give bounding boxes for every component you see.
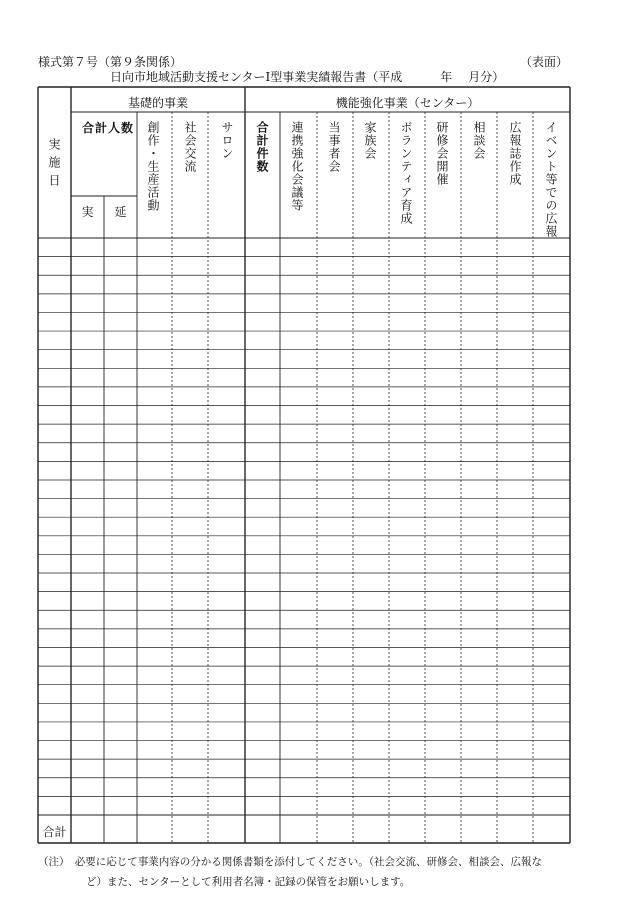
footnote-line-2: ど）また、センターとして利用者名簿・記録の保管をお願いします。 bbox=[86, 876, 411, 888]
form-number-label: 様式第７号（第９条関係） bbox=[38, 55, 183, 69]
total-persons-header: 合計人数 bbox=[81, 121, 134, 135]
basic-group-header: 基礎的事業 bbox=[127, 96, 188, 110]
total-row-label: 合計 bbox=[42, 825, 67, 839]
report-title-month: 月分） bbox=[468, 70, 505, 84]
cumulative-header: 延 bbox=[114, 205, 127, 219]
function-col-event-pr: イベント等での広報 bbox=[544, 121, 558, 238]
footnote-prefix: （注） bbox=[38, 856, 65, 868]
footnote bbox=[38, 852, 593, 892]
basic-col-social: 社会交流 bbox=[183, 121, 197, 173]
basic-col-creative: 創作・生産活動 bbox=[146, 121, 160, 212]
function-col-volunteer: ボランティア育成 bbox=[399, 121, 413, 225]
function-col-training: 研修会開催 bbox=[435, 121, 449, 186]
function-col-family: 家族会 bbox=[363, 121, 377, 160]
page-side-label: （表面） bbox=[520, 55, 569, 69]
report-title-main: 日向市地域活動支援センターⅠ型事業実績報告書（平成 bbox=[110, 70, 403, 84]
row-label-header: 実施日 bbox=[47, 138, 61, 192]
actual-header: 実 bbox=[81, 205, 94, 219]
function-col-liaison: 連携強化会議等 bbox=[290, 121, 304, 212]
function-group-header: 機能強化事業（センター） bbox=[335, 96, 480, 110]
basic-col-salon: サロン bbox=[220, 121, 234, 160]
function-col-self-help: 当事者会 bbox=[327, 121, 341, 173]
footnote-line-1: （注） 必要に応じて事業内容の分かる関係書類を添付してください。（社会交流、研修会、相談会、広報な bbox=[38, 856, 542, 868]
report-title-year: 年 bbox=[440, 70, 453, 84]
function-col-total-count: 合計件数 bbox=[255, 121, 269, 173]
function-col-newsletter: 広報誌作成 bbox=[508, 121, 522, 186]
function-col-consultation: 相談会 bbox=[472, 121, 486, 160]
